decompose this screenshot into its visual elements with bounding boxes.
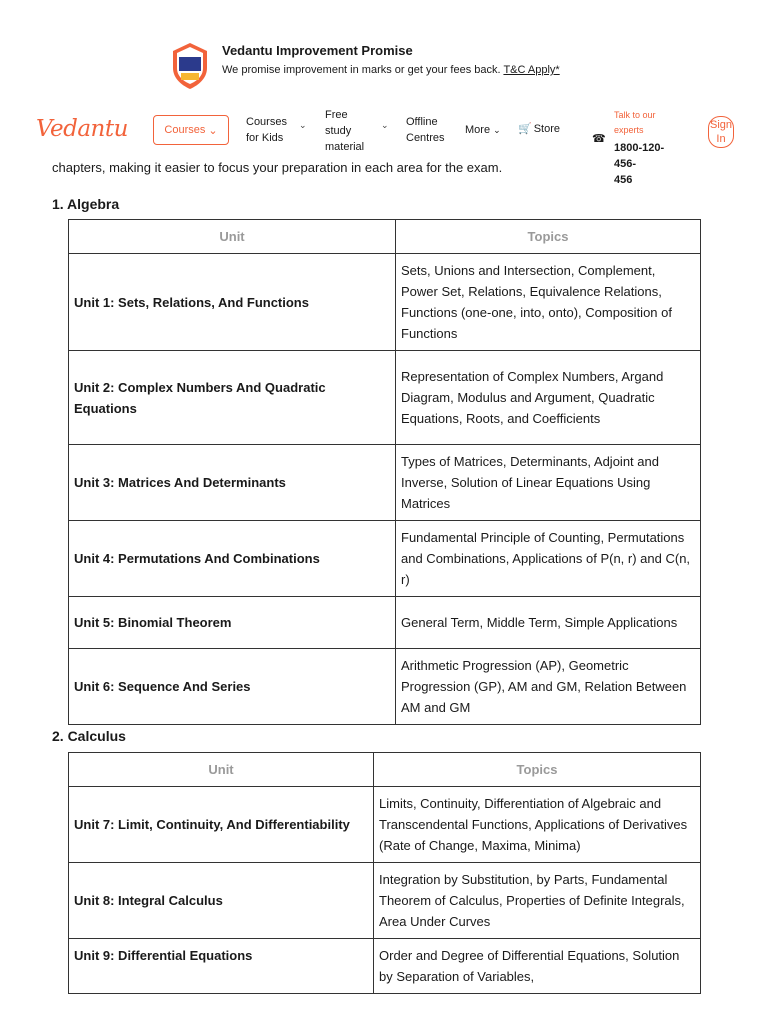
table-header-row — [69, 220, 701, 254]
phone-icon: ☎ — [592, 133, 606, 145]
free-study-label-3: material — [325, 141, 365, 153]
unit-cell: Unit 2: Complex Numbers And Quadratic Equations — [69, 351, 396, 445]
table-row — [69, 521, 701, 597]
store-link[interactable] — [518, 122, 560, 135]
unit-cell: Unit 9: Differential Equations — [69, 939, 374, 994]
phone-number-line-1: 1800-120-456- — [614, 142, 665, 170]
unit-cell: Unit 8: Integral Calculus — [69, 863, 374, 939]
talk-label-2: experts — [614, 125, 644, 135]
calculus-table — [68, 752, 701, 994]
topics-cell: Fundamental Principle of Counting, Permutations and Combinations, Applications of P(n, r) and C(n, r) — [396, 521, 701, 597]
table-row — [69, 445, 701, 521]
table-row — [69, 597, 701, 649]
promise-title: Vedantu Improvement Promise — [222, 43, 413, 58]
topics-cell: Sets, Unions and Intersection, Complement, Power Set, Relations, Equivalence Relations, Functions (one-one, into, onto), Composition of Functions — [396, 254, 701, 351]
topics-cell: Integration by Substitution, by Parts, Fundamental Theorem of Calculus, Properties of Definite Integrals, Area Under Curves — [374, 863, 701, 939]
unit-cell: Unit 3: Matrices And Determinants — [69, 445, 396, 521]
courses-button[interactable] — [153, 115, 229, 145]
promise-subtitle-text: We promise improvement in marks or get your fees back. — [222, 64, 501, 76]
topics-cell: Arithmetic Progression (AP), Geometric Progression (GP), AM and GM, Relation Between AM and GM — [396, 649, 701, 725]
phone-number-line-2: 456 — [614, 174, 633, 186]
unit-cell: Unit 5: Binomial Theorem — [69, 597, 396, 649]
courses-for-kids-label-2: for Kids — [246, 132, 284, 144]
more-label: More — [465, 124, 491, 136]
talk-label-1: Talk to our — [614, 110, 656, 120]
chevron-down-icon: ⌄ — [493, 125, 501, 135]
column-header-topics: Topics — [374, 753, 701, 787]
table-header-row — [69, 753, 701, 787]
topics-cell: Order and Degree of Differential Equations, Solution by Separation of Variables, — [374, 939, 701, 994]
store-label: Store — [533, 122, 560, 135]
talk-to-experts — [614, 108, 684, 138]
intro-text: chapters, making it easier to focus your preparation in each area for the exam. — [52, 160, 503, 175]
offline-centres-label-1: Offline — [406, 116, 438, 128]
unit-cell: Unit 7: Limit, Continuity, And Differentiability — [69, 787, 374, 863]
section-heading-calculus: 2. Calculus — [52, 728, 126, 744]
unit-cell: Unit 6: Sequence And Series — [69, 649, 396, 725]
vedantu-logo[interactable]: Vedantu — [36, 116, 128, 142]
topics-cell: General Term, Middle Term, Simple Applications — [396, 597, 701, 649]
cart-icon: 🛒 — [518, 123, 532, 135]
topics-cell: Types of Matrices, Determinants, Adjoint and Inverse, Solution of Linear Equations Using Matrices — [396, 445, 701, 521]
table-row — [69, 649, 701, 725]
promise-subtitle — [222, 60, 560, 80]
topics-cell: Representation of Complex Numbers, Argand Diagram, Modulus and Argument, Quadratic Equations, Roots, and Coefficients — [396, 351, 701, 445]
unit-cell: Unit 4: Permutations And Combinations — [69, 521, 396, 597]
offline-centres-link[interactable] — [406, 114, 445, 146]
more-menu[interactable] — [465, 122, 501, 138]
table-row — [69, 787, 701, 863]
courses-for-kids-label-1: Courses — [246, 116, 287, 128]
section-heading-algebra: 1. Algebra — [52, 196, 120, 212]
chevron-down-icon: ⌄ — [208, 124, 218, 137]
tnc-link[interactable]: T&C Apply* — [503, 64, 560, 76]
table-row — [69, 863, 701, 939]
column-header-unit: Unit — [69, 753, 374, 787]
unit-cell: Unit 1: Sets, Relations, And Functions — [69, 254, 396, 351]
topics-cell: Limits, Continuity, Differentiation of Algebraic and Transcendental Functions, Applications of Derivatives (Rate of Change, Maxima, Minima) — [374, 787, 701, 863]
free-study-label-1: Free — [325, 109, 348, 121]
offline-centres-label-2: Centres — [406, 132, 445, 144]
sign-in-button[interactable]: Sign In — [708, 116, 734, 148]
column-header-topics: Topics — [396, 220, 701, 254]
courses-for-kids-menu[interactable] — [246, 114, 287, 146]
vip-badge-icon — [170, 42, 210, 90]
free-study-material-menu[interactable] — [325, 107, 364, 155]
chevron-down-icon[interactable]: ⌄ — [299, 120, 307, 130]
table-row — [69, 939, 701, 994]
column-header-unit: Unit — [69, 220, 396, 254]
chevron-down-icon[interactable]: ⌄ — [381, 120, 389, 130]
courses-label: Courses — [164, 124, 206, 136]
improvement-promise-banner — [170, 42, 560, 90]
phone-number[interactable] — [614, 140, 684, 188]
table-row — [69, 254, 701, 351]
table-row — [69, 351, 701, 445]
algebra-table — [68, 219, 701, 725]
free-study-label-2: study — [325, 125, 352, 137]
